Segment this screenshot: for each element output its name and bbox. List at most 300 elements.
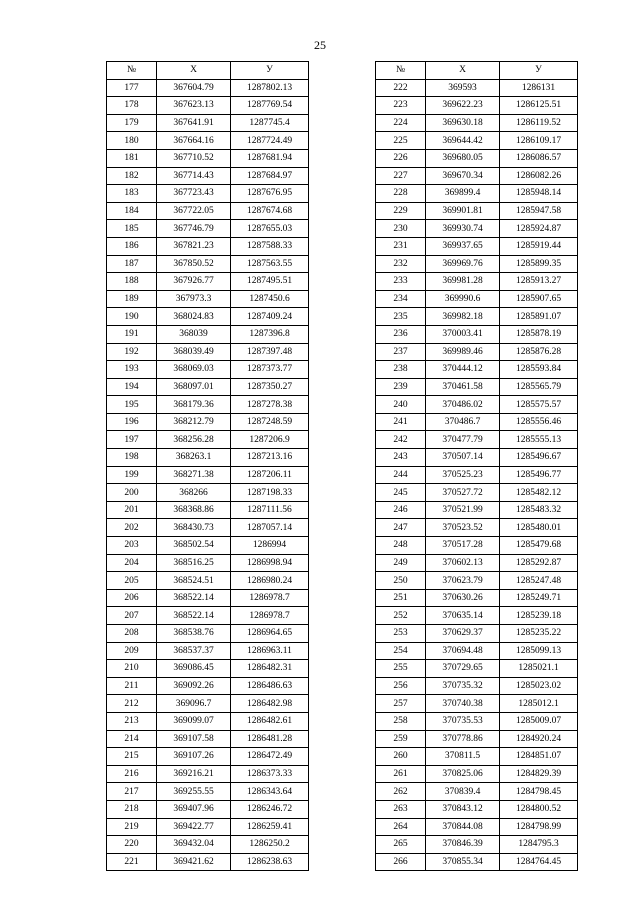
column-header-y: У bbox=[500, 62, 578, 80]
x-coordinate-cell: 367850.52 bbox=[157, 255, 231, 273]
x-coordinate-cell: 368263.1 bbox=[157, 449, 231, 467]
table-row bbox=[107, 519, 309, 537]
y-coordinate-cell: 1285239.18 bbox=[500, 607, 578, 625]
x-coordinate-cell: 369899.4 bbox=[426, 185, 500, 203]
table-row bbox=[376, 413, 578, 431]
point-number-cell: 210 bbox=[107, 660, 157, 678]
x-coordinate-cell: 368368.86 bbox=[157, 501, 231, 519]
table-row bbox=[376, 378, 578, 396]
x-coordinate-cell: 370740.38 bbox=[426, 695, 500, 713]
point-number-cell: 247 bbox=[376, 519, 426, 537]
table-row bbox=[376, 114, 578, 132]
table-row bbox=[376, 167, 578, 185]
table-row bbox=[376, 818, 578, 836]
point-number-cell: 192 bbox=[107, 343, 157, 361]
x-coordinate-cell: 368097.01 bbox=[157, 378, 231, 396]
x-coordinate-cell: 369670.34 bbox=[426, 167, 500, 185]
table-row bbox=[376, 185, 578, 203]
point-number-cell: 208 bbox=[107, 625, 157, 643]
x-coordinate-cell: 370486.02 bbox=[426, 396, 500, 414]
x-coordinate-cell: 369901.81 bbox=[426, 202, 500, 220]
y-coordinate-cell: 1287350.27 bbox=[231, 378, 309, 396]
point-number-cell: 226 bbox=[376, 149, 426, 167]
x-coordinate-cell: 368266 bbox=[157, 484, 231, 502]
table-row bbox=[107, 220, 309, 238]
table-row bbox=[107, 361, 309, 379]
x-coordinate-cell: 369930.74 bbox=[426, 220, 500, 238]
x-coordinate-cell: 369981.28 bbox=[426, 273, 500, 291]
y-coordinate-cell: 1286131 bbox=[500, 79, 578, 97]
x-coordinate-cell: 370825.06 bbox=[426, 765, 500, 783]
x-coordinate-cell: 370630.26 bbox=[426, 589, 500, 607]
point-number-cell: 183 bbox=[107, 185, 157, 203]
point-number-cell: 213 bbox=[107, 712, 157, 730]
y-coordinate-cell: 1286964.65 bbox=[231, 625, 309, 643]
y-coordinate-cell: 1286343.64 bbox=[231, 783, 309, 801]
point-number-cell: 198 bbox=[107, 449, 157, 467]
y-coordinate-cell: 1284798.45 bbox=[500, 783, 578, 801]
point-number-cell: 256 bbox=[376, 677, 426, 695]
table-row bbox=[376, 361, 578, 379]
point-number-cell: 229 bbox=[376, 202, 426, 220]
y-coordinate-cell: 1285876.28 bbox=[500, 343, 578, 361]
x-coordinate-cell: 369107.58 bbox=[157, 730, 231, 748]
point-number-cell: 251 bbox=[376, 589, 426, 607]
table-row bbox=[107, 818, 309, 836]
point-number-cell: 253 bbox=[376, 625, 426, 643]
x-coordinate-cell: 369086.45 bbox=[157, 660, 231, 678]
table-row bbox=[107, 730, 309, 748]
x-coordinate-cell: 369421.62 bbox=[157, 853, 231, 871]
point-number-cell: 197 bbox=[107, 431, 157, 449]
table-row bbox=[376, 79, 578, 97]
y-coordinate-cell: 1287111.56 bbox=[231, 501, 309, 519]
table-row bbox=[376, 730, 578, 748]
table-row bbox=[376, 202, 578, 220]
table-row bbox=[107, 836, 309, 854]
table-row bbox=[376, 431, 578, 449]
table-row bbox=[376, 97, 578, 115]
x-coordinate-cell: 370602.13 bbox=[426, 554, 500, 572]
x-coordinate-cell: 370778.86 bbox=[426, 730, 500, 748]
point-number-cell: 239 bbox=[376, 378, 426, 396]
x-coordinate-cell: 367821.23 bbox=[157, 237, 231, 255]
point-number-cell: 242 bbox=[376, 431, 426, 449]
table-row bbox=[107, 660, 309, 678]
y-coordinate-cell: 1285948.14 bbox=[500, 185, 578, 203]
x-coordinate-cell: 370507.14 bbox=[426, 449, 500, 467]
y-coordinate-cell: 1285480.01 bbox=[500, 519, 578, 537]
y-coordinate-cell: 1287248.59 bbox=[231, 413, 309, 431]
x-coordinate-cell: 367926.77 bbox=[157, 273, 231, 291]
x-coordinate-cell: 369630.18 bbox=[426, 114, 500, 132]
table-row bbox=[376, 237, 578, 255]
y-coordinate-cell: 1285924.87 bbox=[500, 220, 578, 238]
y-coordinate-cell: 1287588.33 bbox=[231, 237, 309, 255]
point-number-cell: 263 bbox=[376, 800, 426, 818]
point-number-cell: 265 bbox=[376, 836, 426, 854]
table-row bbox=[107, 642, 309, 660]
point-number-cell: 231 bbox=[376, 237, 426, 255]
point-number-cell: 219 bbox=[107, 818, 157, 836]
point-number-cell: 225 bbox=[376, 132, 426, 150]
y-coordinate-cell: 1285023.02 bbox=[500, 677, 578, 695]
point-number-cell: 206 bbox=[107, 589, 157, 607]
point-number-cell: 204 bbox=[107, 554, 157, 572]
y-coordinate-cell: 1284851.07 bbox=[500, 748, 578, 766]
x-coordinate-cell: 368039.49 bbox=[157, 343, 231, 361]
y-coordinate-cell: 1287802.13 bbox=[231, 79, 309, 97]
table-row bbox=[376, 501, 578, 519]
table-row bbox=[107, 501, 309, 519]
table-row bbox=[107, 537, 309, 555]
point-number-cell: 201 bbox=[107, 501, 157, 519]
x-coordinate-cell: 367714.43 bbox=[157, 167, 231, 185]
y-coordinate-cell: 1284800.52 bbox=[500, 800, 578, 818]
point-number-cell: 196 bbox=[107, 413, 157, 431]
y-coordinate-cell: 1285099.13 bbox=[500, 642, 578, 660]
y-coordinate-cell: 1286978.7 bbox=[231, 607, 309, 625]
point-number-cell: 178 bbox=[107, 97, 157, 115]
point-number-cell: 203 bbox=[107, 537, 157, 555]
point-number-cell: 195 bbox=[107, 396, 157, 414]
y-coordinate-cell: 1287724.49 bbox=[231, 132, 309, 150]
table-row bbox=[376, 149, 578, 167]
table-row bbox=[107, 97, 309, 115]
y-coordinate-cell: 1287769.54 bbox=[231, 97, 309, 115]
x-coordinate-cell: 369407.96 bbox=[157, 800, 231, 818]
table-row bbox=[107, 695, 309, 713]
table-row bbox=[107, 853, 309, 871]
x-coordinate-cell: 370855.34 bbox=[426, 853, 500, 871]
x-coordinate-cell: 367664.16 bbox=[157, 132, 231, 150]
point-number-cell: 211 bbox=[107, 677, 157, 695]
point-number-cell: 258 bbox=[376, 712, 426, 730]
point-number-cell: 245 bbox=[376, 484, 426, 502]
y-coordinate-cell: 1287397.48 bbox=[231, 343, 309, 361]
point-number-cell: 186 bbox=[107, 237, 157, 255]
x-coordinate-cell: 370444.12 bbox=[426, 361, 500, 379]
x-coordinate-cell: 367623.13 bbox=[157, 97, 231, 115]
table-row bbox=[376, 290, 578, 308]
x-coordinate-cell: 370735.53 bbox=[426, 712, 500, 730]
table-row bbox=[376, 765, 578, 783]
y-coordinate-cell: 1285249.71 bbox=[500, 589, 578, 607]
x-coordinate-cell: 369990.6 bbox=[426, 290, 500, 308]
x-coordinate-cell: 368271.38 bbox=[157, 466, 231, 484]
x-coordinate-cell: 367710.52 bbox=[157, 149, 231, 167]
x-coordinate-cell: 368537.37 bbox=[157, 642, 231, 660]
x-coordinate-cell: 368502.54 bbox=[157, 537, 231, 555]
x-coordinate-cell: 370517.28 bbox=[426, 537, 500, 555]
point-number-cell: 252 bbox=[376, 607, 426, 625]
y-coordinate-cell: 1285479.68 bbox=[500, 537, 578, 555]
point-number-cell: 224 bbox=[376, 114, 426, 132]
table-row bbox=[376, 273, 578, 291]
point-number-cell: 189 bbox=[107, 290, 157, 308]
point-number-cell: 220 bbox=[107, 836, 157, 854]
y-coordinate-cell: 1285593.84 bbox=[500, 361, 578, 379]
table-row bbox=[376, 836, 578, 854]
coordinates-table-right bbox=[375, 61, 578, 871]
y-coordinate-cell: 1286246.72 bbox=[231, 800, 309, 818]
table-header-row bbox=[107, 62, 309, 80]
table-row bbox=[376, 396, 578, 414]
y-coordinate-cell: 1286119.52 bbox=[500, 114, 578, 132]
x-coordinate-cell: 370527.72 bbox=[426, 484, 500, 502]
y-coordinate-cell: 1284829.39 bbox=[500, 765, 578, 783]
point-number-cell: 238 bbox=[376, 361, 426, 379]
x-coordinate-cell: 369593 bbox=[426, 79, 500, 97]
point-number-cell: 237 bbox=[376, 343, 426, 361]
y-coordinate-cell: 1287213.16 bbox=[231, 449, 309, 467]
table-row bbox=[107, 413, 309, 431]
table-row bbox=[107, 431, 309, 449]
table-row bbox=[107, 255, 309, 273]
point-number-cell: 205 bbox=[107, 572, 157, 590]
y-coordinate-cell: 1286125.51 bbox=[500, 97, 578, 115]
table-row bbox=[376, 220, 578, 238]
x-coordinate-cell: 368516.25 bbox=[157, 554, 231, 572]
point-number-cell: 190 bbox=[107, 308, 157, 326]
point-number-cell: 243 bbox=[376, 449, 426, 467]
table-row bbox=[107, 290, 309, 308]
table-row bbox=[107, 79, 309, 97]
table-row bbox=[107, 114, 309, 132]
table-row bbox=[376, 800, 578, 818]
point-number-cell: 248 bbox=[376, 537, 426, 555]
table-row bbox=[107, 325, 309, 343]
table-row bbox=[107, 484, 309, 502]
x-coordinate-cell: 368179.36 bbox=[157, 396, 231, 414]
point-number-cell: 180 bbox=[107, 132, 157, 150]
y-coordinate-cell: 1285009.07 bbox=[500, 712, 578, 730]
table-row bbox=[376, 695, 578, 713]
y-coordinate-cell: 1285891.07 bbox=[500, 308, 578, 326]
x-coordinate-cell: 368024.83 bbox=[157, 308, 231, 326]
point-number-cell: 246 bbox=[376, 501, 426, 519]
table-row bbox=[107, 625, 309, 643]
table-row bbox=[376, 519, 578, 537]
point-number-cell: 188 bbox=[107, 273, 157, 291]
table-row bbox=[376, 308, 578, 326]
table-row bbox=[107, 396, 309, 414]
table-row bbox=[376, 625, 578, 643]
y-coordinate-cell: 1284764.45 bbox=[500, 853, 578, 871]
point-number-cell: 179 bbox=[107, 114, 157, 132]
x-coordinate-cell: 370629.37 bbox=[426, 625, 500, 643]
y-coordinate-cell: 1285292.87 bbox=[500, 554, 578, 572]
y-coordinate-cell: 1286998.94 bbox=[231, 554, 309, 572]
table-row bbox=[107, 765, 309, 783]
point-number-cell: 212 bbox=[107, 695, 157, 713]
table-row bbox=[376, 660, 578, 678]
x-coordinate-cell: 370735.32 bbox=[426, 677, 500, 695]
point-number-cell: 259 bbox=[376, 730, 426, 748]
y-coordinate-cell: 1286082.26 bbox=[500, 167, 578, 185]
point-number-cell: 244 bbox=[376, 466, 426, 484]
x-coordinate-cell: 369216.21 bbox=[157, 765, 231, 783]
x-coordinate-cell: 369092.26 bbox=[157, 677, 231, 695]
point-number-cell: 230 bbox=[376, 220, 426, 238]
table-row bbox=[107, 800, 309, 818]
point-number-cell: 182 bbox=[107, 167, 157, 185]
table-row bbox=[107, 202, 309, 220]
point-number-cell: 240 bbox=[376, 396, 426, 414]
y-coordinate-cell: 1285913.27 bbox=[500, 273, 578, 291]
point-number-cell: 202 bbox=[107, 519, 157, 537]
column-header-y: У bbox=[231, 62, 309, 80]
x-coordinate-cell: 370003.41 bbox=[426, 325, 500, 343]
table-row bbox=[376, 466, 578, 484]
point-number-cell: 200 bbox=[107, 484, 157, 502]
y-coordinate-cell: 1287655.03 bbox=[231, 220, 309, 238]
y-coordinate-cell: 1285021.1 bbox=[500, 660, 578, 678]
y-coordinate-cell: 1285565.79 bbox=[500, 378, 578, 396]
point-number-cell: 234 bbox=[376, 290, 426, 308]
table-row bbox=[107, 167, 309, 185]
x-coordinate-cell: 369622.23 bbox=[426, 97, 500, 115]
x-coordinate-cell: 368256.28 bbox=[157, 431, 231, 449]
x-coordinate-cell: 368524.51 bbox=[157, 572, 231, 590]
table-row bbox=[376, 607, 578, 625]
y-coordinate-cell: 1287681.94 bbox=[231, 149, 309, 167]
point-number-cell: 233 bbox=[376, 273, 426, 291]
point-number-cell: 181 bbox=[107, 149, 157, 167]
x-coordinate-cell: 368522.14 bbox=[157, 607, 231, 625]
table-row bbox=[376, 677, 578, 695]
table-row bbox=[107, 273, 309, 291]
table-row bbox=[376, 325, 578, 343]
column-header-number: № bbox=[376, 62, 426, 80]
x-coordinate-cell: 369255.55 bbox=[157, 783, 231, 801]
x-coordinate-cell: 370694.48 bbox=[426, 642, 500, 660]
y-coordinate-cell: 1285247.48 bbox=[500, 572, 578, 590]
y-coordinate-cell: 1285496.67 bbox=[500, 449, 578, 467]
y-coordinate-cell: 1286250.2 bbox=[231, 836, 309, 854]
table-row bbox=[376, 449, 578, 467]
x-coordinate-cell: 369099.07 bbox=[157, 712, 231, 730]
y-coordinate-cell: 1286482.31 bbox=[231, 660, 309, 678]
y-coordinate-cell: 1285907.65 bbox=[500, 290, 578, 308]
y-coordinate-cell: 1287563.55 bbox=[231, 255, 309, 273]
x-coordinate-cell: 368069.03 bbox=[157, 361, 231, 379]
table-row bbox=[107, 607, 309, 625]
x-coordinate-cell: 367973.3 bbox=[157, 290, 231, 308]
x-coordinate-cell: 368522.14 bbox=[157, 589, 231, 607]
table-row bbox=[376, 642, 578, 660]
x-coordinate-cell: 369680.05 bbox=[426, 149, 500, 167]
table-row bbox=[107, 449, 309, 467]
y-coordinate-cell: 1286472.49 bbox=[231, 748, 309, 766]
y-coordinate-cell: 1285496.77 bbox=[500, 466, 578, 484]
column-header-x: X bbox=[157, 62, 231, 80]
column-header-number: № bbox=[107, 62, 157, 80]
table-row bbox=[376, 589, 578, 607]
point-number-cell: 209 bbox=[107, 642, 157, 660]
y-coordinate-cell: 1287198.33 bbox=[231, 484, 309, 502]
x-coordinate-cell: 369422.77 bbox=[157, 818, 231, 836]
y-coordinate-cell: 1287684.97 bbox=[231, 167, 309, 185]
y-coordinate-cell: 1284795.3 bbox=[500, 836, 578, 854]
y-coordinate-cell: 1286994 bbox=[231, 537, 309, 555]
table-row bbox=[107, 378, 309, 396]
x-coordinate-cell: 368430.73 bbox=[157, 519, 231, 537]
y-coordinate-cell: 1286482.61 bbox=[231, 712, 309, 730]
point-number-cell: 255 bbox=[376, 660, 426, 678]
y-coordinate-cell: 1287676.95 bbox=[231, 185, 309, 203]
x-coordinate-cell: 367723.43 bbox=[157, 185, 231, 203]
table-row bbox=[376, 783, 578, 801]
y-coordinate-cell: 1287495.51 bbox=[231, 273, 309, 291]
y-coordinate-cell: 1286963.11 bbox=[231, 642, 309, 660]
point-number-cell: 199 bbox=[107, 466, 157, 484]
point-number-cell: 222 bbox=[376, 79, 426, 97]
x-coordinate-cell: 370846.39 bbox=[426, 836, 500, 854]
y-coordinate-cell: 1285919.44 bbox=[500, 237, 578, 255]
column-header-x: X bbox=[426, 62, 500, 80]
point-number-cell: 236 bbox=[376, 325, 426, 343]
y-coordinate-cell: 1286109.17 bbox=[500, 132, 578, 150]
y-coordinate-cell: 1285012.1 bbox=[500, 695, 578, 713]
x-coordinate-cell: 369644.42 bbox=[426, 132, 500, 150]
table-row bbox=[376, 343, 578, 361]
table-row bbox=[376, 554, 578, 572]
x-coordinate-cell: 370525.23 bbox=[426, 466, 500, 484]
y-coordinate-cell: 1287745.4 bbox=[231, 114, 309, 132]
table-row bbox=[107, 185, 309, 203]
table-row bbox=[376, 484, 578, 502]
y-coordinate-cell: 1287409.24 bbox=[231, 308, 309, 326]
table-row bbox=[376, 748, 578, 766]
x-coordinate-cell: 367641.91 bbox=[157, 114, 231, 132]
x-coordinate-cell: 368538.76 bbox=[157, 625, 231, 643]
y-coordinate-cell: 1284920.24 bbox=[500, 730, 578, 748]
y-coordinate-cell: 1285556.46 bbox=[500, 413, 578, 431]
x-coordinate-cell: 370844.08 bbox=[426, 818, 500, 836]
y-coordinate-cell: 1286259.41 bbox=[231, 818, 309, 836]
y-coordinate-cell: 1284798.99 bbox=[500, 818, 578, 836]
point-number-cell: 184 bbox=[107, 202, 157, 220]
y-coordinate-cell: 1285483.32 bbox=[500, 501, 578, 519]
y-coordinate-cell: 1285899.35 bbox=[500, 255, 578, 273]
x-coordinate-cell: 370811.5 bbox=[426, 748, 500, 766]
table-row bbox=[107, 343, 309, 361]
table-header-row bbox=[376, 62, 578, 80]
x-coordinate-cell: 369096.7 bbox=[157, 695, 231, 713]
point-number-cell: 235 bbox=[376, 308, 426, 326]
y-coordinate-cell: 1286086.57 bbox=[500, 149, 578, 167]
x-coordinate-cell: 368212.79 bbox=[157, 413, 231, 431]
point-number-cell: 266 bbox=[376, 853, 426, 871]
table-row bbox=[376, 853, 578, 871]
table-row bbox=[107, 589, 309, 607]
y-coordinate-cell: 1286486.63 bbox=[231, 677, 309, 695]
point-number-cell: 260 bbox=[376, 748, 426, 766]
point-number-cell: 187 bbox=[107, 255, 157, 273]
point-number-cell: 250 bbox=[376, 572, 426, 590]
table-row bbox=[107, 572, 309, 590]
y-coordinate-cell: 1286373.33 bbox=[231, 765, 309, 783]
y-coordinate-cell: 1285947.58 bbox=[500, 202, 578, 220]
x-coordinate-cell: 370839.4 bbox=[426, 783, 500, 801]
x-coordinate-cell: 369989.46 bbox=[426, 343, 500, 361]
point-number-cell: 264 bbox=[376, 818, 426, 836]
point-number-cell: 228 bbox=[376, 185, 426, 203]
table-row bbox=[107, 132, 309, 150]
x-coordinate-cell: 369432.04 bbox=[157, 836, 231, 854]
table-row bbox=[107, 748, 309, 766]
